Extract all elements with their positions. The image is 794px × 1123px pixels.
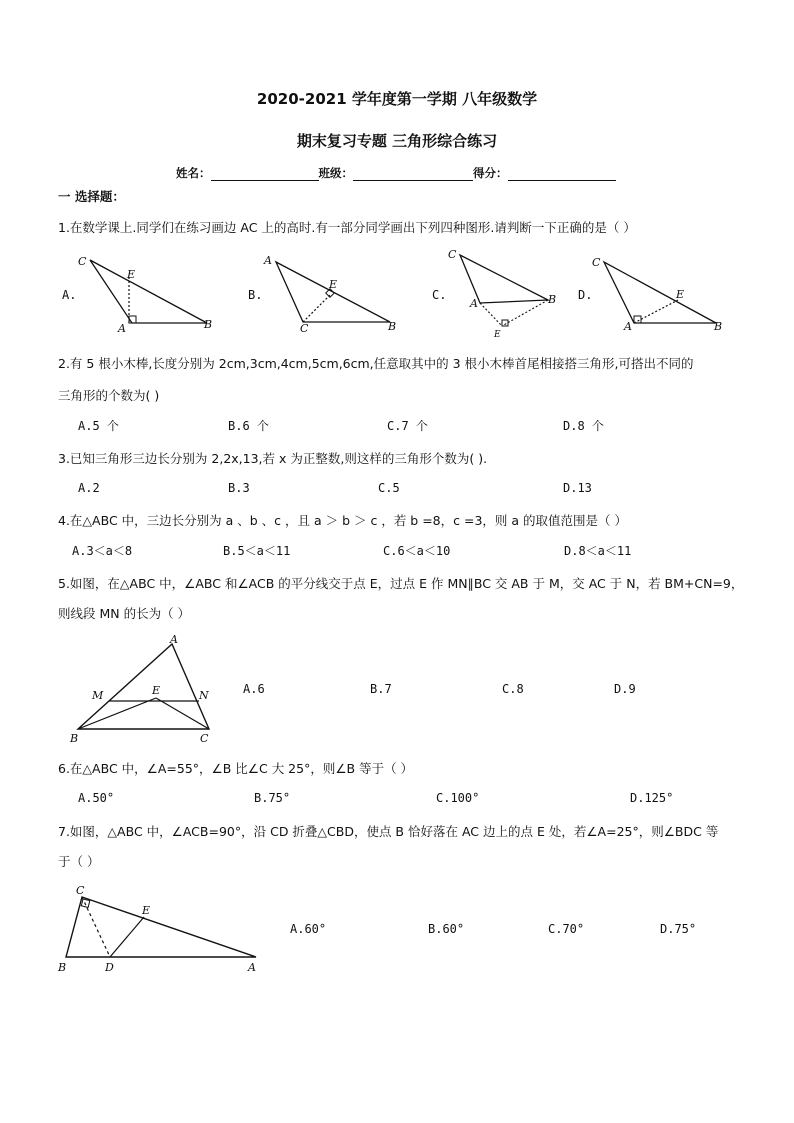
q3-option-b[interactable]: B.3 [228,481,250,495]
label-b: B [70,732,79,745]
q1-option-c-label[interactable]: C. [432,288,447,302]
label-a: A [248,961,256,974]
label-c: C [76,884,85,897]
q2-option-b[interactable]: B.6 个 [228,419,269,433]
label-e: E [127,268,136,281]
score-label: 得分： [473,166,508,180]
label-b: B [388,320,397,333]
page-title: 2020-2021 学年度第一学期 八年级数学 [256,90,538,108]
q1-figure-b [258,250,408,334]
page-subtitle: 期末复习专题 三角形综合练习 [296,132,498,150]
q5-option-c[interactable]: C.8 [502,682,524,696]
question-3-text: 3.已知三角形三边长分别为 2,2x,13,若 x 为正整数,则这样的三角形个数为( ). [58,451,488,466]
label-a: A [624,320,632,333]
label-m: M [92,689,104,702]
q3-option-c[interactable]: C.5 [378,481,400,495]
q7-figure [52,880,272,975]
q3-option-a[interactable]: A.2 [78,481,100,495]
q7-option-c[interactable]: C.70° [548,922,585,936]
q4-option-c[interactable]: C.6＜a＜10 [383,544,451,558]
label-a: A [118,322,126,334]
label-e: E [329,278,338,291]
label-d: D [105,961,114,974]
q5-figure [60,630,220,748]
q5-option-b[interactable]: B.7 [370,682,392,696]
class-label: 班级： [318,166,353,180]
label-e: E [142,904,151,917]
label-b: B [714,320,723,333]
score-field[interactable] [508,167,616,181]
name-field[interactable] [211,167,319,181]
q6-option-b[interactable]: B.75° [254,791,291,805]
q6-option-d[interactable]: D.125° [630,791,674,805]
section-heading: 一 选择题： [58,189,125,204]
label-e: E [152,684,161,697]
q1-figure-c [440,245,570,340]
label-a: A [170,633,178,646]
label-c: C [300,322,309,334]
label-a: A [264,254,272,267]
q5-option-d[interactable]: D.9 [614,682,636,696]
label-c: C [592,256,601,269]
q1-figure-a [72,250,222,334]
label-e: E [494,330,501,340]
q2-option-d[interactable]: D.8 个 [563,419,604,433]
question-2-line1: 2.有 5 根小木棒,长度分别为 2cm,3cm,4cm,5cm,6cm,任意取其中的 3 根小木棒首尾相接搭三角形,可搭出不同的 [58,356,694,371]
label-e: E [676,288,685,301]
q7-option-b[interactable]: B.60° [428,922,465,936]
q6-option-c[interactable]: C.100° [436,791,480,805]
q1-figure-d [588,250,728,334]
q1-option-b-label[interactable]: B. [248,288,263,302]
question-7-line1: 7.如图，△ABC 中，∠ACB=90°，沿 CD 折叠△CBD，使点 B 恰好落在 AC 边上的点 E 处，若∠A=25°，则∠BDC 等 [58,824,719,839]
q7-option-a[interactable]: A.60° [290,922,327,936]
question-7-line2: 于（ ） [58,854,100,869]
label-c: C [78,255,87,268]
q2-option-a[interactable]: A.5 个 [78,419,119,433]
label-b: B [58,961,67,974]
question-5-line2: 则线段 MN 的长为（ ） [58,606,191,621]
q1-option-a-label[interactable]: A. [62,288,77,302]
q7-option-d[interactable]: D.75° [660,922,697,936]
name-label: 姓名： [176,166,211,180]
q4-option-d[interactable]: D.8＜a＜11 [564,544,632,558]
q5-option-a[interactable]: A.6 [243,682,265,696]
label-c: C [448,248,457,261]
question-1-text: 1.在数学课上.同学们在练习画边 AC 上的高时.有一部分同学画出下列四种图形.请判断一下正确的是（ ） [58,220,636,235]
q4-option-b[interactable]: B.5＜a＜11 [223,544,291,558]
label-c: C [200,732,209,745]
class-field[interactable] [353,167,473,181]
q1-option-d-label[interactable]: D. [578,288,593,302]
question-4-text: 4.在△ABC 中，三边长分别为 a 、b 、c ，且 a ＞ b ＞ c ，若 b =8，c =3，则 a 的取值范围是（ ） [58,513,627,528]
label-a: A [470,297,478,310]
question-5-line1: 5.如图，在△ABC 中，∠ABC 和∠ACB 的平分线交于点 E，过点 E 作 MN∥BC 交 AB 于 M，交 AC 于 N，若 BM+CN=9， [58,576,744,591]
student-info-row [176,165,616,181]
question-2-line2: 三角形的个数为( ) [58,388,160,403]
label-n: N [199,689,209,702]
label-b: B [548,293,557,306]
q2-option-c[interactable]: C.7 个 [387,419,428,433]
q6-option-a[interactable]: A.50° [78,791,115,805]
q4-option-a[interactable]: A.3＜a＜8 [72,544,133,558]
q3-option-d[interactable]: D.13 [563,481,592,495]
question-6-text: 6.在△ABC 中，∠A=55°，∠B 比∠C 大 25°，则∠B 等于（ ） [58,761,414,776]
label-b: B [204,318,213,331]
